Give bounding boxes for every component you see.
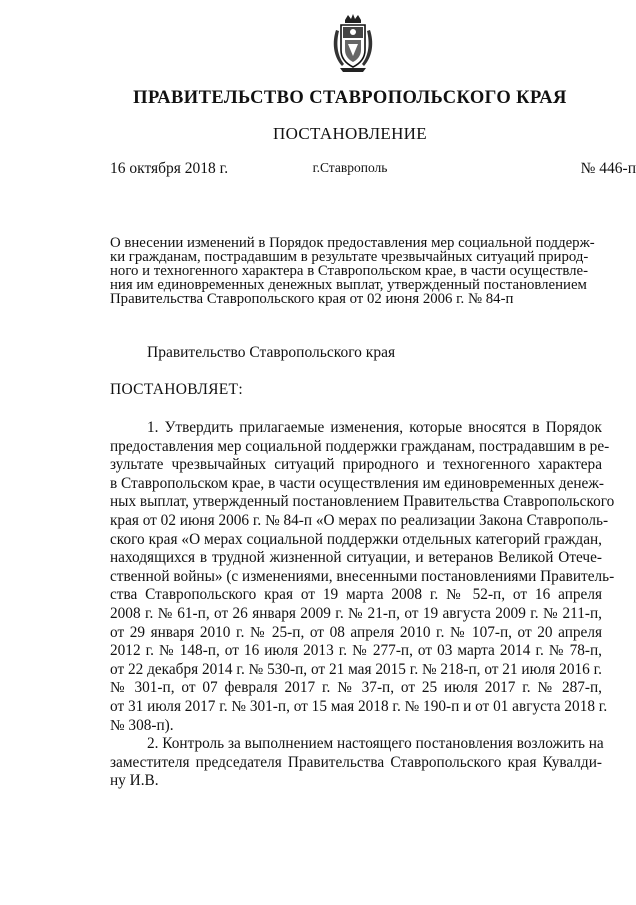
paragraph-line: зультате чрезвычайных ситуаций природного и техногенного характера — [110, 456, 602, 474]
paragraph-line: ну И.В. — [110, 772, 159, 790]
subject-line: О внесении изменений в Порядок предоставления мер социальной поддерж- — [110, 235, 595, 251]
coat-of-arms-emblem — [330, 12, 376, 74]
document-place: г.Ставрополь — [312, 160, 388, 175]
decree-word: ПОСТАНОВЛЯЕТ: — [110, 381, 243, 398]
paragraph-line: находящихся в трудной жизненной ситуации, и ветеранов Великой Отече- — [110, 549, 602, 567]
document-date: 16 октября 2018 г. — [110, 160, 229, 177]
paragraph-line: ных выплат, утвержденный постановлением Правительства Ставропольского — [110, 493, 615, 511]
paragraph-line: № 308-п). — [110, 716, 174, 734]
paragraph-line: ственной войны» (с изменениями, внесенными постановлениями Правитель- — [110, 567, 615, 585]
paragraph-line: от 22 декабря 2014 г. № 530-п, от 21 мая 2015 г. № 218-п, от 21 июля 2016 г. — [110, 660, 602, 678]
paragraph-line: от 29 января 2010 г. № 25-п, от 08 апреля 2010 г. № 107-п, от 20 апреля — [110, 623, 602, 641]
paragraph-line: 2012 г. № 148-п, от 16 июля 2013 г. № 277-п, от 03 марта 2014 г. № 78-п, — [110, 642, 602, 660]
paragraph-line: 1. Утвердить прилагаемые изменения, которые вносятся в Порядок — [147, 419, 602, 436]
paragraph-line: ского края «О мерах социальной поддержки отдельных категорий граждан, — [110, 530, 602, 548]
government-title: ПРАВИТЕЛЬСТВО СТАВРОПОЛЬСКОГО КРАЯ — [133, 88, 567, 108]
paragraph-line: заместителя председателя Правительства Ставропольского края Кувалди- — [110, 753, 602, 771]
paragraph-line: № 301-п, от 07 февраля 2017 г. № 37-п, от 25 июля 2017 г. № 287-п, — [110, 679, 602, 697]
paragraph-2 — [110, 735, 602, 791]
subject-line: Правительства Ставропольского края от 02 июня 2006 г. № 84-п — [110, 291, 514, 307]
issuing-body: Правительство Ставропольского края — [147, 344, 396, 361]
paragraph-line: 2008 г. № 61-п, от 26 января 2009 г. № 21-п, от 19 августа 2009 г. № 211-п, — [110, 604, 602, 622]
paragraph-line: в Ставропольском крае, в части осуществления им единовременных денеж- — [110, 474, 605, 492]
paragraph-line: ства Ставропольского края от 19 марта 2008 г. № 52-п, от 16 апреля — [110, 586, 602, 604]
subject-line: ного и техногенного характера в Ставропольском крае, в части осуществле- — [110, 263, 589, 279]
subject-line: ния им единовременных денежных выплат, утвержденный постановлением — [110, 277, 587, 293]
paragraph-line: от 31 июля 2017 г. № 301-п, от 15 мая 2018 г. № 190-п и от 01 августа 2018 г. — [110, 697, 608, 715]
subject-line: ки гражданам, пострадавшим в результате чрезвычайных ситуаций природ- — [110, 249, 589, 265]
document-type: ПОСТАНОВЛЕНИЕ — [273, 124, 427, 143]
paragraph-1 — [110, 419, 615, 735]
paragraph-line: 2. Контроль за выполнением настоящего постановления возложить на — [147, 735, 604, 752]
paragraph-line: предоставления мер социальной поддержки гражданам, пострадавшим в ре- — [110, 437, 610, 455]
paragraph-line: края от 02 июня 2006 г. № 84-п «О мерах по реализации Закона Ставрополь- — [110, 511, 609, 529]
document-number: № 446-п — [580, 160, 636, 177]
document-subject — [110, 236, 602, 306]
